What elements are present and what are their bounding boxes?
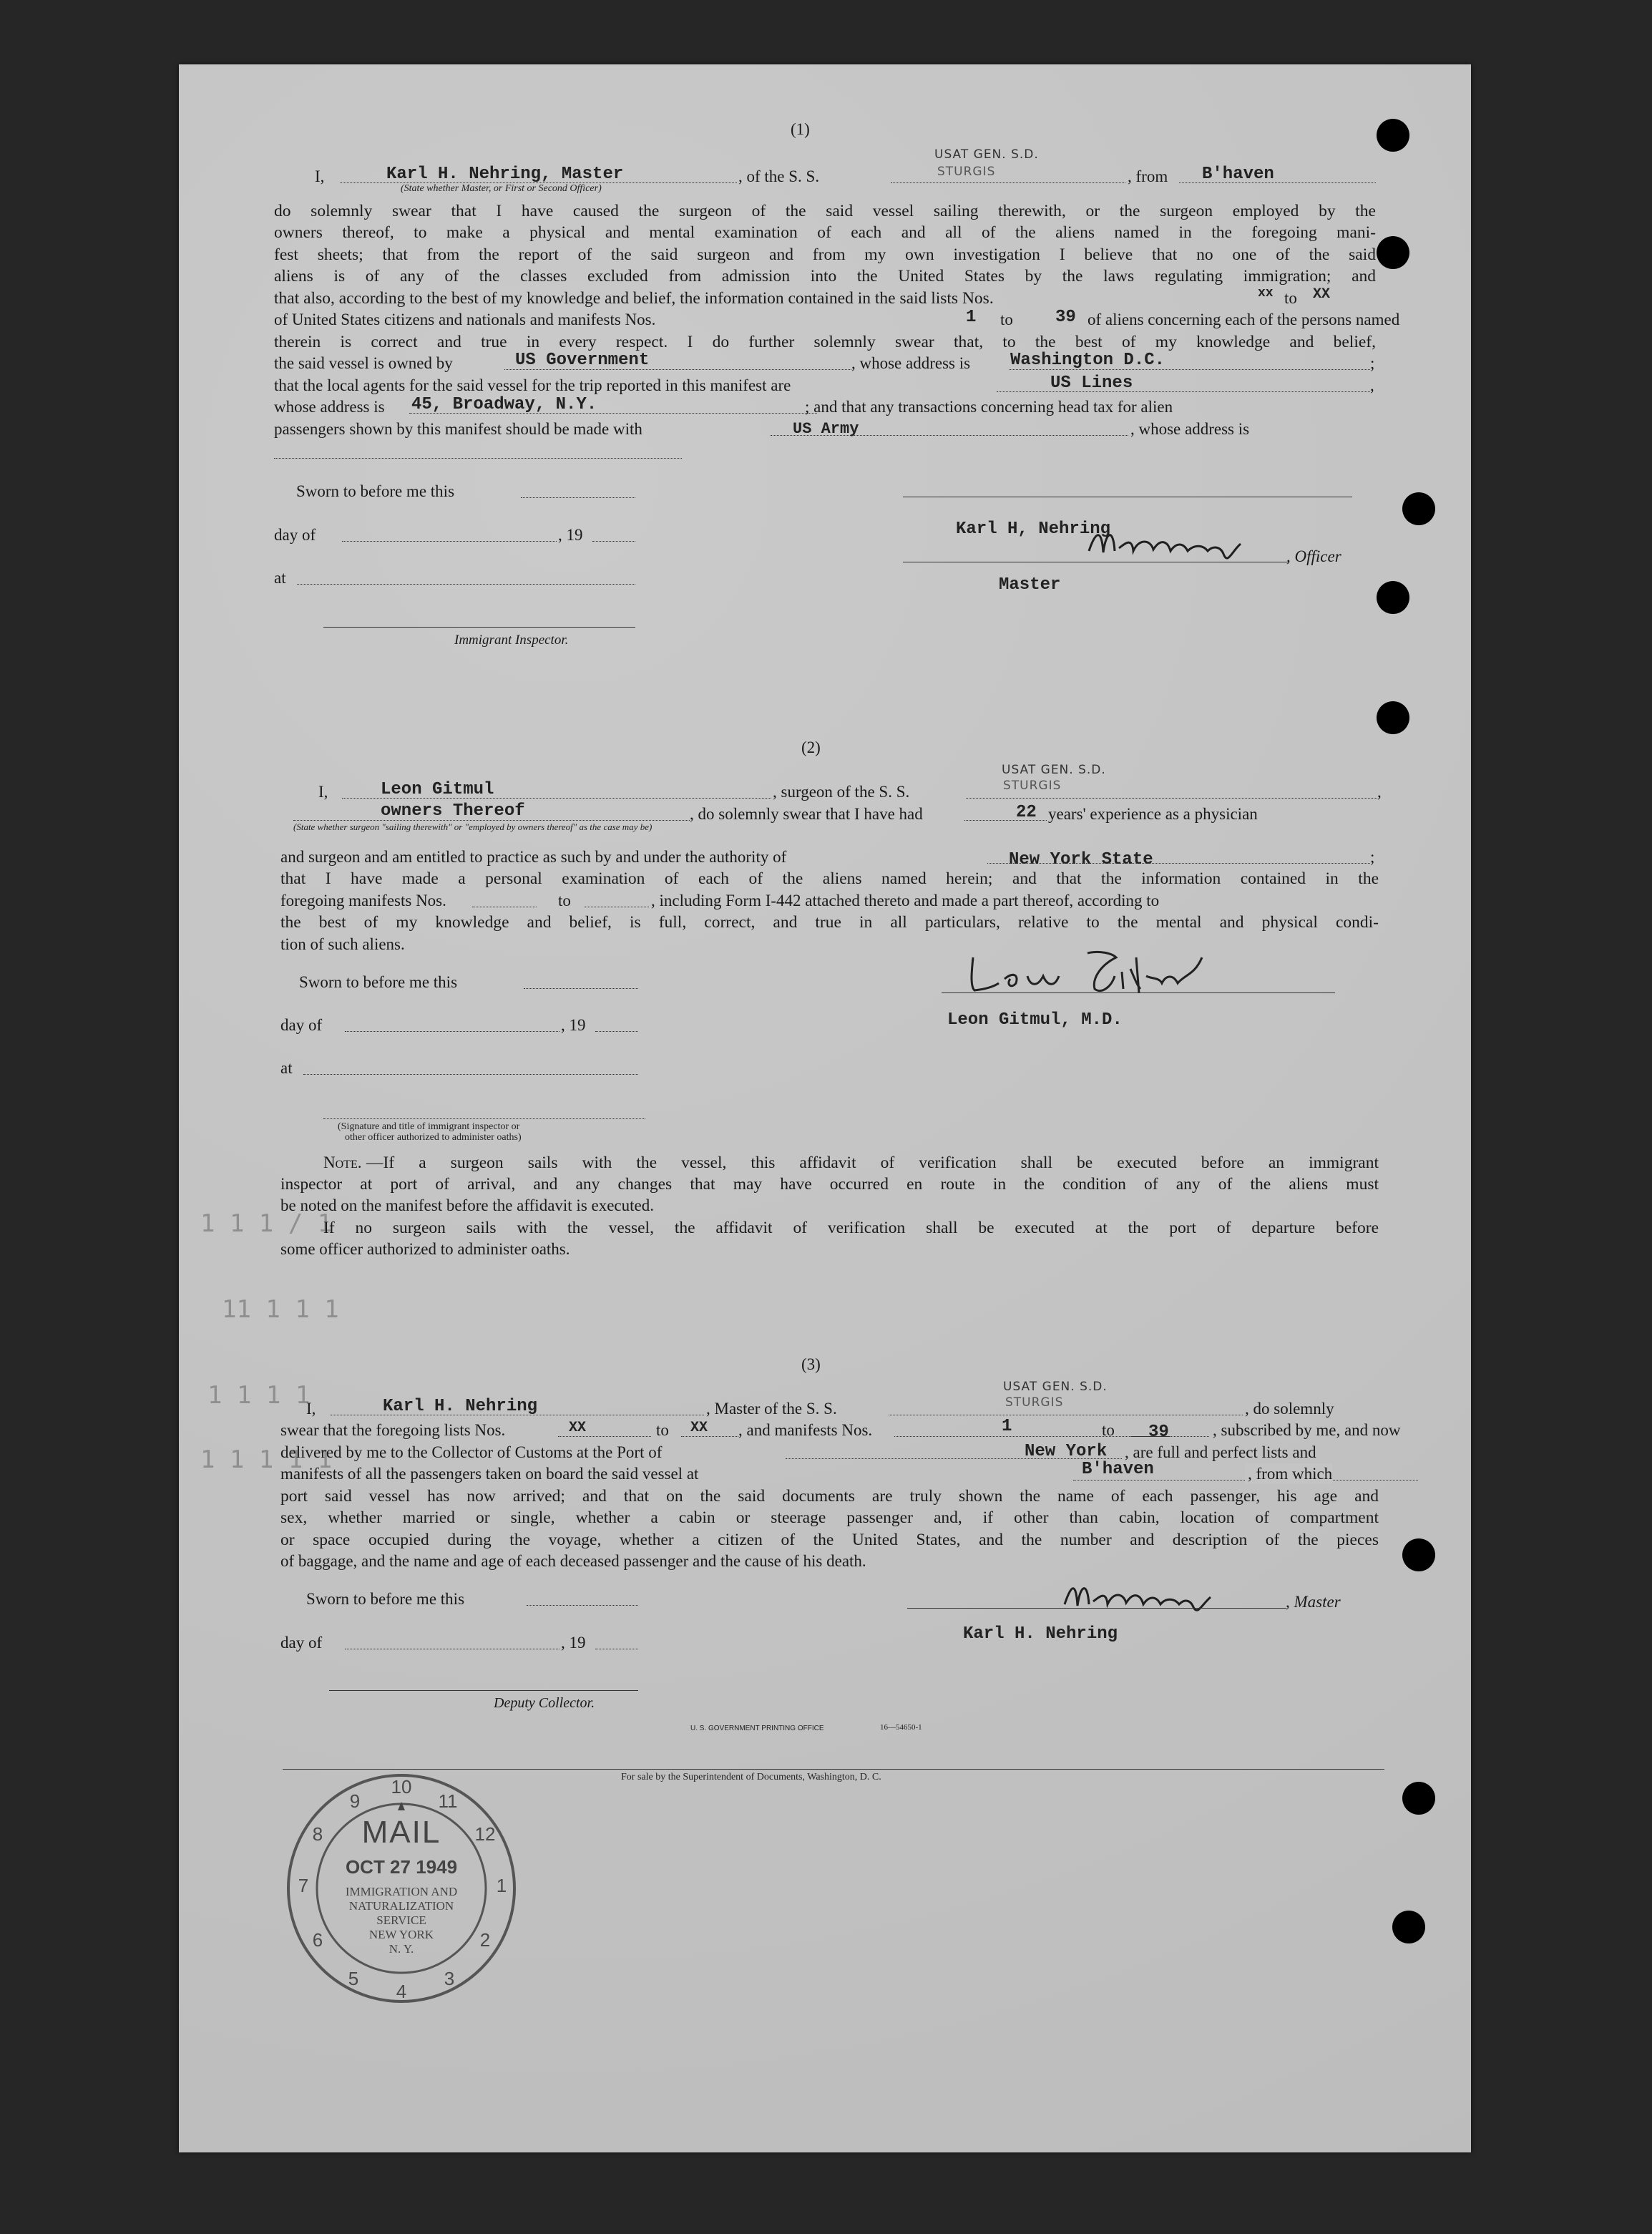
day-of-label: day of xyxy=(274,526,316,544)
svg-text:8: 8 xyxy=(312,1823,323,1845)
svg-text:5: 5 xyxy=(348,1968,359,1989)
master-name: Karl H. Nehring xyxy=(383,1397,538,1416)
binder-hole xyxy=(1377,236,1409,269)
port-of-embarkation: B'haven xyxy=(1082,1460,1154,1479)
oath-line: sex, whether married or single, whether a cabin or steerage passenger and, if other than cabin, location of compartment xyxy=(280,1508,1379,1527)
oath-line: delivered by me to the Collector of Customs at the Port of xyxy=(280,1443,663,1461)
fill-line xyxy=(521,497,635,498)
oath-line: that also, according to the best of my knowledge and belief, the information contained in the said lists Nos. xyxy=(274,289,994,308)
punctuation: , xyxy=(1370,376,1374,394)
field-label: , Master of the S. S. xyxy=(706,1400,837,1418)
oath-line: fest sheets; that from the report of the said surgeon and from my own investigation I believe that no one of the said xyxy=(274,245,1376,264)
oath-line: do solemnly swear that I have caused the surgeon of the said vessel sailing therewith, or the surgeon employed by the xyxy=(274,202,1376,220)
officer-label: , Officer xyxy=(1286,547,1341,565)
binder-hole xyxy=(1377,119,1409,152)
fill-line xyxy=(527,1605,638,1606)
oath-line: tion of such aliens. xyxy=(280,935,405,953)
note-text: some officer authorized to administer oaths. xyxy=(280,1240,570,1258)
inspector-line xyxy=(323,1118,645,1119)
oath-line: swear that the foregoing lists Nos. xyxy=(280,1421,506,1439)
fill-line xyxy=(303,1074,638,1075)
fill-line xyxy=(966,798,1377,799)
ship-stamp: STURGIS xyxy=(1003,779,1062,793)
sworn-label: Sworn to before me this xyxy=(299,973,458,991)
lists-from: XX xyxy=(569,1420,587,1436)
binder-hole xyxy=(1402,1538,1435,1571)
svg-text:3: 3 xyxy=(444,1968,455,1989)
binder-hole xyxy=(1377,701,1409,734)
oath-line: of baggage, and the name and age of each deceased passenger and the cause of his death. xyxy=(280,1552,866,1570)
fill-line xyxy=(297,584,635,585)
day-of-label: day of xyxy=(280,1016,323,1034)
master-label: , Master xyxy=(1286,1593,1341,1611)
owner-address: Washington D.C. xyxy=(1010,351,1165,370)
field-label: , whose address is xyxy=(851,354,971,372)
oath-line: aliens is of any of the classes excluded from admission into the United States by the laws regulating immigration; and xyxy=(274,267,1376,286)
oath-line: foregoing manifests Nos. xyxy=(280,892,446,909)
oath-line: of United States citizens and nationals and manifests Nos. xyxy=(274,311,656,328)
lists-to: XX xyxy=(690,1420,708,1436)
svg-text:12: 12 xyxy=(474,1823,496,1845)
lists-to: XX xyxy=(1313,286,1331,303)
signature-line xyxy=(907,1608,1286,1609)
oath-line: manifests of all the passengers taken on board the said vessel at xyxy=(280,1465,699,1483)
printing-office: U. S. GOVERNMENT PRINTING OFFICE xyxy=(690,1725,824,1732)
stamp-line: NEW YORK xyxy=(368,1928,434,1941)
fill-line xyxy=(595,1031,638,1032)
fill-line xyxy=(1179,182,1376,183)
bleed-through-mark: 1 1 1 1 xyxy=(207,1381,311,1410)
ship-stamp: STURGIS xyxy=(1005,1395,1064,1410)
section-number: (3) xyxy=(801,1355,821,1373)
svg-text:10: 10 xyxy=(391,1776,412,1798)
oath-line: , subscribed by me, and now xyxy=(1213,1421,1401,1439)
oath-line: , including Form I-442 attached thereto and made a part thereof, according to xyxy=(651,892,1160,909)
field-label: , from xyxy=(1128,167,1168,185)
ship-stamp: USAT GEN. S.D. xyxy=(934,147,1039,162)
oath-line: ; and that any transactions concerning head tax for alien xyxy=(805,398,1173,416)
master-typed-name: Karl H. Nehring xyxy=(963,1624,1118,1644)
svg-text:11: 11 xyxy=(438,1790,458,1812)
surgeon-signature xyxy=(959,943,1216,1000)
signature-line xyxy=(942,992,1335,993)
surgeon-typed-name: Leon Gitmul, M.D. xyxy=(947,1010,1123,1030)
svg-text:7: 7 xyxy=(298,1875,309,1896)
day-of-label: day of xyxy=(280,1634,323,1652)
collector-line xyxy=(329,1690,638,1691)
field-label: whose address is xyxy=(274,398,385,416)
punctuation: ; xyxy=(1370,848,1375,866)
sworn-label: Sworn to before me this xyxy=(306,1590,465,1608)
binder-hole xyxy=(1377,581,1409,614)
fill-line xyxy=(558,1436,651,1437)
vessel-owner: US Government xyxy=(515,351,650,370)
fill-line xyxy=(345,1031,559,1032)
state-note: (State whether Master, or First or Second Officer) xyxy=(401,183,602,194)
ship-stamp: USAT GEN. S.D. xyxy=(1002,763,1106,777)
svg-text:6: 6 xyxy=(312,1929,323,1951)
field-label: and surgeon and am entitled to practice as such by and under the authority of xyxy=(280,848,787,866)
field-label: to xyxy=(558,892,571,909)
agents-address: 45, Broadway, N.Y. xyxy=(411,395,597,414)
manifest-from: 1 xyxy=(1002,1417,1012,1436)
oath-line: of aliens concerning each of the persons named xyxy=(1088,311,1400,328)
field-label: , whose address is xyxy=(1130,420,1250,438)
license-authority: New York State xyxy=(1009,850,1153,869)
field-label: to xyxy=(1102,1421,1115,1439)
year-label: , 19 xyxy=(558,526,583,544)
bleed-through-mark: 11 1 1 1 xyxy=(222,1295,339,1324)
field-label: that the local agents for the said vessel for the trip reported in this manifest are xyxy=(274,376,791,394)
years-experience: 22 xyxy=(1016,803,1037,822)
bleed-through-mark: 1 1 1 1 1 xyxy=(200,1445,333,1474)
stamp-date: OCT 27 1949 xyxy=(345,1856,458,1878)
fill-line xyxy=(342,541,557,542)
note-text: If no surgeon sails with the vessel, the affidavit of verification shall be executed at the port of departure before xyxy=(323,1219,1379,1237)
officer-name: Karl H, Nehring xyxy=(956,520,1111,539)
svg-text:2: 2 xyxy=(479,1929,491,1951)
inspector-label: Immigrant Inspector. xyxy=(454,633,569,648)
immigration-mail-stamp xyxy=(283,1770,519,2006)
oath-line: therein is correct and true in every respect. I do further solemnly swear that, to the best of my knowledge and belief, xyxy=(274,333,1376,351)
ship-stamp: STURGIS xyxy=(937,165,996,179)
field-label: to xyxy=(1000,311,1013,328)
lists-from: xx xyxy=(1258,286,1274,301)
fill-line xyxy=(681,1436,738,1437)
at-label: at xyxy=(274,569,286,587)
at-label: at xyxy=(280,1059,293,1077)
surgeon-name: Leon Gitmul xyxy=(381,780,494,799)
field-label: , do solemnly xyxy=(1245,1400,1334,1418)
ship-stamp: USAT GEN. S.D. xyxy=(1003,1380,1108,1394)
section-number: (2) xyxy=(801,738,821,756)
section-number: (1) xyxy=(791,120,810,138)
fill-line xyxy=(894,1436,1170,1437)
manifest-from: 1 xyxy=(966,308,977,327)
field-label: to xyxy=(656,1421,669,1439)
stamp-line: SERVICE xyxy=(376,1913,426,1927)
signature-note: (Signature and title of immigrant inspector or xyxy=(338,1121,520,1132)
master-signature xyxy=(1082,522,1268,565)
oath-line: port said vessel has now arrived; and that on the said documents are truly shown the name of each passenger, his age and xyxy=(280,1487,1379,1506)
oath-line: owners thereof, to make a physical and mental examination of each and all of the aliens named in the foregoing mani- xyxy=(274,223,1376,242)
oath-line: , and manifests Nos. xyxy=(738,1421,873,1439)
master-signature xyxy=(1057,1576,1222,1616)
binder-hole xyxy=(1402,1782,1435,1815)
oath-line: or space occupied during the voyage, whether a citizen of the United States, and the number and description of the pieces xyxy=(280,1531,1379,1549)
binder-hole xyxy=(1402,492,1435,525)
stamp-line: NATURALIZATION xyxy=(348,1899,454,1913)
stamp-line: N. Y. xyxy=(388,1942,414,1956)
field-label: passengers shown by this manifest should be made with xyxy=(274,420,642,438)
field-label: to xyxy=(1284,289,1297,307)
svg-text:9: 9 xyxy=(349,1790,361,1812)
port-of-arrival: New York xyxy=(1025,1442,1108,1461)
for-sale-note: For sale by the Superintendent of Documents, Washington, D. C. xyxy=(621,1772,881,1782)
punctuation: ; xyxy=(1370,354,1375,372)
surgeon-employment: owners Thereof xyxy=(381,801,525,821)
field-label: the said vessel is owned by xyxy=(274,354,453,372)
note-heading: Note. xyxy=(323,1153,362,1171)
form-number: 16—54650-1 xyxy=(880,1723,922,1732)
svg-text:4: 4 xyxy=(396,1981,407,2002)
field-label: , surgeon of the S. S. xyxy=(773,783,910,801)
head-tax-party: US Army xyxy=(793,420,859,438)
signature-note: other officer authorized to administer oaths) xyxy=(345,1132,522,1143)
stamp-mail: MAIL xyxy=(361,1815,441,1850)
binder-hole xyxy=(1392,1911,1425,1943)
bleed-through-mark: 1 1 1 / 1 xyxy=(200,1209,333,1238)
svg-text:1: 1 xyxy=(496,1875,507,1896)
local-agents: US Lines xyxy=(1050,374,1133,393)
stamp-line: IMMIGRATION AND xyxy=(345,1885,458,1898)
oath-line: that I have made a personal examination of each of the aliens named herein; and that the information contained in the xyxy=(280,869,1379,888)
fill-line xyxy=(274,458,682,459)
year-label: , 19 xyxy=(561,1016,586,1034)
field-label: I, xyxy=(306,1400,316,1418)
collector-label: Deputy Collector. xyxy=(494,1695,595,1711)
note-text: —If a surgeon sails with the vessel, this affidavit of verification shall be executed before an immigrant xyxy=(366,1153,1379,1172)
oath-line: the best of my knowledge and belief, is full, correct, and true in all particulars, relative to the mental and physical condi- xyxy=(280,913,1379,932)
fill-line xyxy=(592,541,635,542)
note-text: be noted on the manifest before the affidavit is executed. xyxy=(280,1196,654,1214)
manifest-to: 39 xyxy=(1148,1423,1169,1442)
master-name: Karl H. Nehring, Master xyxy=(386,165,624,184)
state-note: (State whether surgeon "sailing therewith" or "employed by owners thereof" as the case may be) xyxy=(293,821,653,832)
year-label: , 19 xyxy=(561,1634,586,1652)
note-text: inspector at port of arrival, and any changes that may have occurred en route in the condition of any of the aliens must xyxy=(280,1175,1379,1194)
punctuation: , xyxy=(1377,783,1382,801)
footer-rule xyxy=(283,1769,1384,1770)
field-label: , do solemnly swear that I have had xyxy=(690,805,923,823)
fill-line xyxy=(524,988,638,989)
oath-line-end: , from which xyxy=(1245,1463,1332,1484)
fill-line xyxy=(891,182,1125,183)
manifest-to: 39 xyxy=(1055,308,1076,327)
field-label: I, xyxy=(315,167,325,185)
field-label: I, xyxy=(318,783,328,801)
port-of-departure: B'haven xyxy=(1202,165,1274,184)
officer-title: Master xyxy=(999,575,1061,595)
fill-line xyxy=(1130,1436,1209,1437)
inspector-line xyxy=(323,627,635,628)
field-label: , of the S. S. xyxy=(738,167,820,185)
field-label: years' experience as a physician xyxy=(1048,805,1258,823)
oath-line: , are full and perfect lists and xyxy=(1125,1443,1316,1461)
sworn-label: Sworn to before me this xyxy=(296,482,455,500)
